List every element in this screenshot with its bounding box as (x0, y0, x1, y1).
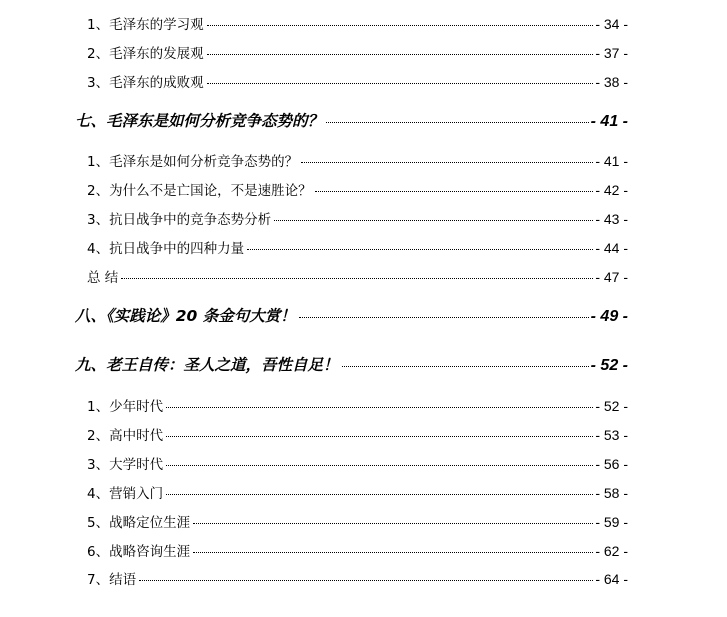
toc-section-8[interactable] (75, 304, 628, 326)
toc-entry-four-forces[interactable] (87, 237, 628, 257)
toc-section-title: 八、《实践论》20 条金句大赏！ (75, 307, 296, 325)
toc-entry-page: - 52 - (595, 398, 628, 414)
dot-leader (301, 162, 593, 163)
dot-leader (274, 220, 593, 221)
toc-entry-title: 4、营销入门 (87, 486, 164, 502)
toc-entry-why-not[interactable] (87, 179, 628, 199)
toc-section-page: - 52 - (590, 357, 628, 374)
toc-entry-title: 1、毛泽东的学习观 (87, 17, 204, 33)
toc-entry-title: 4、抗日战争中的四种力量 (87, 241, 245, 257)
toc-entry-page: - 53 - (595, 427, 628, 443)
dot-leader (166, 407, 593, 408)
dot-leader (121, 278, 593, 279)
toc-entry-page: - 59 - (595, 514, 628, 530)
toc-entry-page: - 41 - (595, 153, 628, 169)
dot-leader (207, 25, 594, 26)
toc-entry-page: - 56 - (595, 456, 628, 472)
toc-entry-page: - 58 - (595, 485, 628, 501)
toc-section-title: 九、老王自传：圣人之道，吾性自足！ (75, 356, 339, 374)
toc-entry-title: 3、抗日战争中的竞争态势分析 (87, 212, 272, 228)
dot-leader (342, 366, 589, 367)
dot-leader (166, 465, 593, 466)
toc-entry-learning-view[interactable] (87, 13, 628, 33)
toc-entry-title: 3、大学时代 (87, 457, 164, 473)
toc-entry-page: - 43 - (595, 211, 628, 227)
toc-entry-university[interactable] (87, 453, 628, 473)
toc-entry-page: - 42 - (595, 182, 628, 198)
toc-entry-page: - 62 - (595, 543, 628, 559)
toc-entry-positioning-career[interactable] (87, 511, 628, 531)
dot-leader (166, 494, 593, 495)
dot-leader (207, 83, 594, 84)
toc-entry-title: 2、高中时代 (87, 428, 164, 444)
toc-entry-childhood[interactable] (87, 395, 628, 415)
toc-entry-title: 2、毛泽东的发展观 (87, 46, 204, 62)
dot-leader (193, 523, 593, 524)
toc-entry-title: 3、毛泽东的成败观 (87, 75, 204, 91)
toc-entry-summary[interactable] (87, 266, 628, 286)
dot-leader (166, 436, 593, 437)
dot-leader (193, 552, 593, 553)
dot-leader (326, 122, 589, 123)
dot-leader (139, 580, 593, 581)
toc-entry-title: 2、为什么不是亡国论，不是速胜论？ (87, 183, 312, 199)
toc-entry-development-view[interactable] (87, 42, 628, 62)
dot-leader (247, 249, 593, 250)
toc-entry-title: 总 结 (87, 270, 119, 286)
toc-section-title: 七、毛泽东是如何分析竞争态势的？ (75, 112, 324, 130)
toc-entry-title: 1、少年时代 (87, 399, 164, 415)
toc-entry-page: - 64 - (595, 571, 628, 587)
toc-entry-consulting-career[interactable] (87, 540, 628, 560)
toc-section-7[interactable] (75, 109, 628, 131)
toc-entry-title: 6、战略咨询生涯 (87, 544, 191, 560)
toc-entry-success-failure-view[interactable] (87, 71, 628, 91)
toc-entry-title: 5、战略定位生涯 (87, 515, 191, 531)
toc-section-page: - 41 - (590, 113, 628, 130)
toc-entry-conclusion[interactable] (87, 568, 628, 588)
toc-entry-page: - 38 - (595, 74, 628, 90)
toc-entry-page: - 37 - (595, 45, 628, 61)
dot-leader (207, 54, 594, 55)
toc-entry-marketing[interactable] (87, 482, 628, 502)
toc-entry-title: 1、毛泽东是如何分析竞争态势的？ (87, 154, 299, 170)
toc-entry-title: 7、结语 (87, 572, 137, 588)
dot-leader (315, 191, 594, 192)
dot-leader (299, 317, 589, 318)
toc-entry-page: - 47 - (595, 269, 628, 285)
toc-entry-page: - 34 - (595, 16, 628, 32)
toc-entry-competition-analysis[interactable] (87, 150, 628, 170)
toc-entry-page: - 44 - (595, 240, 628, 256)
toc-section-9[interactable] (75, 353, 628, 375)
toc-entry-war-situation[interactable] (87, 208, 628, 228)
toc-entry-high-school[interactable] (87, 424, 628, 444)
toc-section-page: - 49 - (590, 308, 628, 325)
